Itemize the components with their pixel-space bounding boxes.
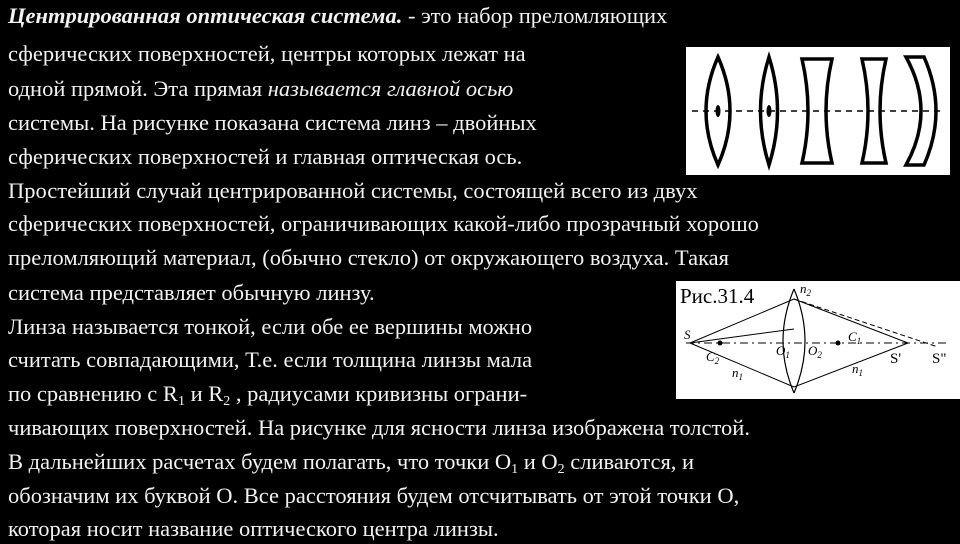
text-line-8: преломляющий материал, (обычно стекло) от окружающего воздуха. Такая	[8, 245, 729, 270]
text-line-5: сферических поверхностей и главная оптическая ось.	[8, 144, 523, 169]
text-span: - это набор преломляющих	[402, 3, 668, 28]
label-n2: $n_2$	[800, 281, 811, 298]
ray-diagram	[676, 281, 960, 399]
label-n1-right: $n_1$	[852, 361, 863, 378]
label-s-double-prime: S"	[932, 351, 947, 367]
text-line-10: Линза называется тонкой, если обе ее вершины можно	[8, 314, 533, 339]
center-mark	[767, 105, 772, 117]
text-line-11: считать совпадающими, Т.е. если толщина линзы мала	[8, 347, 533, 372]
lens-system-figure	[686, 47, 950, 175]
text-span: сливаются, и	[564, 449, 695, 474]
center-c1	[836, 341, 841, 346]
subscript: 2	[223, 394, 231, 409]
meniscus-lens	[906, 57, 936, 165]
center-c2	[718, 341, 723, 346]
label-n1-left: $n_1$	[732, 365, 743, 382]
text-line-6: Простейший случай центрированной системы, состоящей всего из двух	[8, 178, 698, 203]
center-mark	[716, 105, 721, 117]
text-line-7: сферических поверхностей, ограничивающих какой-либо прозрачный хорошо	[8, 211, 759, 236]
text-span: одной прямой. Эта прямая	[8, 76, 268, 101]
text-line-3	[8, 73, 513, 104]
text-span: и R	[184, 381, 224, 406]
ray-extension	[794, 299, 938, 347]
label-s: S	[684, 327, 691, 342]
text-line-2: сферических поверхностей, центры которых лежат на	[8, 41, 526, 66]
lens-right-surface	[794, 289, 805, 393]
heading-term: Центрированная оптическая система.	[8, 3, 403, 28]
subscript: 1	[511, 462, 519, 477]
lens-system-drawing	[686, 47, 950, 175]
lens-left-surface	[783, 289, 794, 393]
label-o2: $O_2$	[808, 343, 822, 360]
subscript: 2	[557, 462, 565, 477]
text-line-16: которая носит название оптического центра линзы.	[8, 516, 499, 541]
text-line-13: чивающих поверхностей. На рисунке для ясности линза изображена толстой.	[8, 415, 750, 440]
figure-caption: Рис.31.4	[680, 284, 755, 308]
label-c2: $C_2$	[706, 349, 720, 366]
italic-term: называется главной осью	[267, 76, 514, 101]
text-span: В дальнейших расчетах будем полагать, что точки О	[8, 449, 512, 474]
text-line-9: система представляет обычную линзу.	[8, 280, 375, 305]
text-line-15: обозначим их буквой О. Все расстояния будем отсчитывать от этой точки О,	[8, 483, 740, 508]
ray-diagram-figure	[676, 281, 960, 399]
text-span: , радиусами кривизны ограни-	[230, 381, 528, 406]
text-span: по сравнению с R	[8, 381, 178, 406]
subscript: 1	[177, 394, 185, 409]
label-o1: $O_1$	[776, 343, 790, 360]
text-span: и О	[518, 449, 558, 474]
text-line-1	[8, 0, 667, 31]
label-s-prime: S'	[890, 351, 902, 367]
text-line-4: системы. На рисунке показана система линз – двойных	[8, 110, 537, 135]
label-c1: $C_1$	[848, 329, 862, 346]
